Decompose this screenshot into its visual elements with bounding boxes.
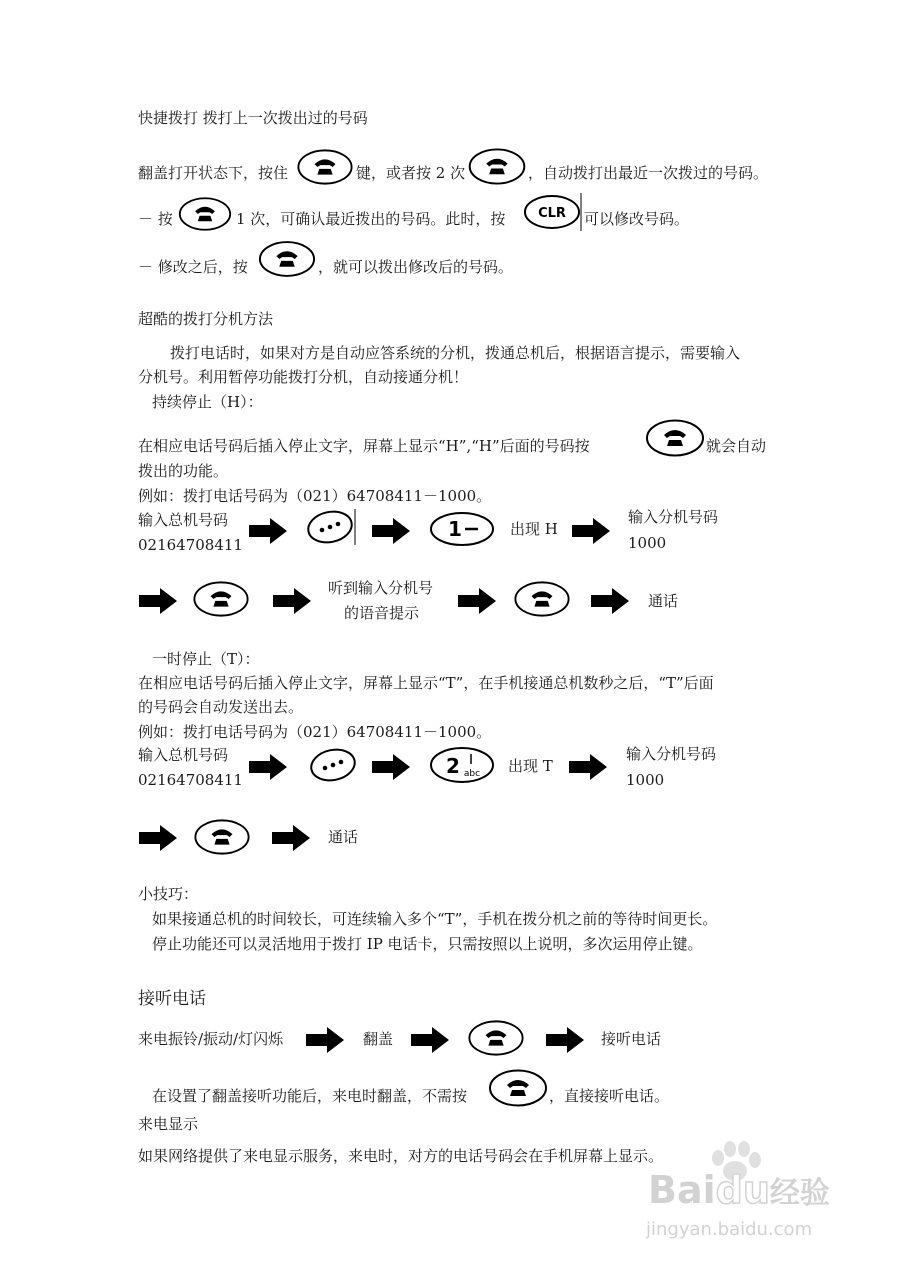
tips-heading: 小技巧：	[138, 885, 199, 903]
send-key-icon	[513, 580, 571, 618]
flow-voice-prompt: 听到输入分机号	[328, 579, 434, 597]
pause-key-icon	[306, 745, 360, 785]
quick-dial-line1-text: 翻盖打开状态下，按住	[138, 164, 289, 182]
answer-flow-flip: 翻盖	[363, 1030, 394, 1048]
quick-dial-line2-text: － 按	[138, 210, 173, 228]
hold-pause-description: 就会自动	[706, 437, 767, 455]
quick-dial-line1-text: ，自动拨打出最近一次拨过的号码。	[528, 164, 769, 182]
temp-pause-example: 例如：拨打电话号码为（021）64708411－1000。	[138, 723, 492, 741]
flow-appear-h: 出现 H	[510, 520, 558, 538]
send-key-icon	[177, 196, 233, 232]
caller-id-description: 如果网络提供了来电显示服务，来电时，对方的电话号码会在手机屏幕上显示。	[138, 1147, 664, 1165]
flow-talk: 通话	[648, 592, 679, 610]
send-key-icon	[258, 239, 316, 279]
answer-note: ，直接接听电话。	[549, 1087, 670, 1105]
flow-appear-t: 出现 T	[508, 757, 553, 775]
flow-arrow-icon	[371, 753, 411, 781]
clr-key-label: CLR	[538, 206, 566, 221]
flow-arrow-icon	[410, 1026, 450, 1054]
hold-pause-description: 拨出的功能。	[138, 462, 229, 480]
extension-paragraph: 拨打电话时，如果对方是自动应答系统的分机，拨通总机后，根据语言提示，需要输入	[170, 344, 741, 362]
pause-key-icon	[303, 507, 357, 547]
flow-arrow-icon	[568, 753, 608, 781]
key-1-label: 1	[448, 517, 462, 541]
flow-arrow-icon	[248, 517, 288, 545]
send-key-icon	[488, 1068, 548, 1108]
tip-item: 停止功能还可以灵活地用于拨打 IP 电话卡，只需按照以上说明，多次运用停止键。	[152, 935, 703, 953]
answer-note: 在设置了翻盖接听功能后，来电时翻盖，不需按	[152, 1087, 468, 1105]
flow-ext-number: 1000	[628, 534, 667, 552]
flow-arrow-icon	[272, 587, 312, 615]
clr-key-icon	[523, 193, 583, 231]
watermark-brand-bai: Bai	[648, 1168, 716, 1212]
flow-main-label: 输入总机号码	[138, 511, 229, 529]
tip-item: 如果接通总机的时间较长，可连续输入多个“T”，手机在拨分机之前的等待时间更长。	[152, 910, 718, 928]
flow-talk: 通话	[328, 828, 359, 846]
flow-arrow-icon	[305, 1026, 345, 1054]
watermark-url: jingyan.baidu.com	[646, 1219, 813, 1240]
answer-flow-start: 来电振铃/振动/灯闪烁	[138, 1030, 284, 1048]
flow-ext-label: 输入分机号码	[628, 508, 719, 526]
send-key-icon	[645, 418, 705, 458]
key-2-icon	[429, 746, 495, 784]
section-heading-caller-id: 来电显示	[138, 1115, 199, 1133]
flow-ext-label: 输入分机号码	[626, 745, 717, 763]
quick-dial-line2-text: 1 次，可确认最近拨出的号码。此时，按	[236, 210, 506, 228]
section-heading-extension: 超酷的拨打分机方法	[138, 310, 274, 328]
flow-main-number: 02164708411	[138, 536, 243, 554]
send-key-icon	[193, 818, 251, 856]
flow-arrow-icon	[248, 753, 288, 781]
quick-dial-line1-text: 键，或者按 2 次	[356, 164, 466, 182]
hold-pause-description: 在相应电话号码后插入停止文字，屏幕上显示“H”,“H”后面的号码按	[138, 437, 590, 455]
quick-dial-line2-text: 可以修改号码。	[584, 210, 690, 228]
flow-arrow-icon	[457, 587, 497, 615]
quick-dial-line3-text: ，就可以拨出修改后的号码。	[318, 258, 514, 276]
hold-pause-title: 持续停止（H）：	[152, 393, 263, 411]
send-key-icon	[467, 147, 527, 186]
flow-arrow-icon	[138, 824, 178, 852]
temp-pause-description: 的号码会自动发送出去。	[138, 698, 304, 716]
temp-pause-title: 一时停止（T）：	[152, 650, 260, 668]
section-heading-quick-dial: 快捷拨打 拨打上一次拨出过的号码	[138, 109, 368, 127]
flow-main-number: 02164708411	[138, 771, 243, 789]
hold-pause-example: 例如：拨打电话号码为（021）64708411－1000。	[138, 487, 492, 505]
extension-paragraph: 分机号。利用暂停功能拨打分机，自动接通分机！	[138, 368, 469, 386]
quick-dial-line3-text: － 修改之后，按	[138, 258, 248, 276]
key-2-label: 2	[446, 754, 460, 778]
answer-flow-end: 接听电话	[601, 1030, 662, 1048]
flow-arrow-icon	[590, 587, 630, 615]
watermark-brand-du: du	[715, 1168, 770, 1212]
flow-ext-number: 1000	[626, 771, 665, 789]
watermark-brand-jingyan: 经验	[769, 1176, 830, 1211]
flow-arrow-icon	[571, 517, 611, 545]
flow-arrow-icon	[371, 517, 411, 545]
send-key-icon	[192, 580, 250, 618]
flow-arrow-icon	[545, 1026, 585, 1054]
send-key-icon	[466, 1019, 526, 1057]
section-heading-answer: 接听电话	[138, 989, 206, 1009]
key-2-sublabel: abc	[463, 769, 481, 779]
flow-arrow-icon	[138, 587, 178, 615]
send-key-icon	[296, 148, 354, 186]
flow-voice-prompt: 的语音提示	[344, 604, 420, 622]
temp-pause-description: 在相应电话号码后插入停止文字，屏幕上显示“T”，在手机接通总机数秒之后，“T”后面	[138, 674, 714, 692]
flow-arrow-icon	[271, 824, 311, 852]
flow-main-label: 输入总机号码	[138, 746, 229, 764]
baidu-jingyan-watermark	[648, 1168, 864, 1212]
key-1-icon	[429, 511, 495, 547]
